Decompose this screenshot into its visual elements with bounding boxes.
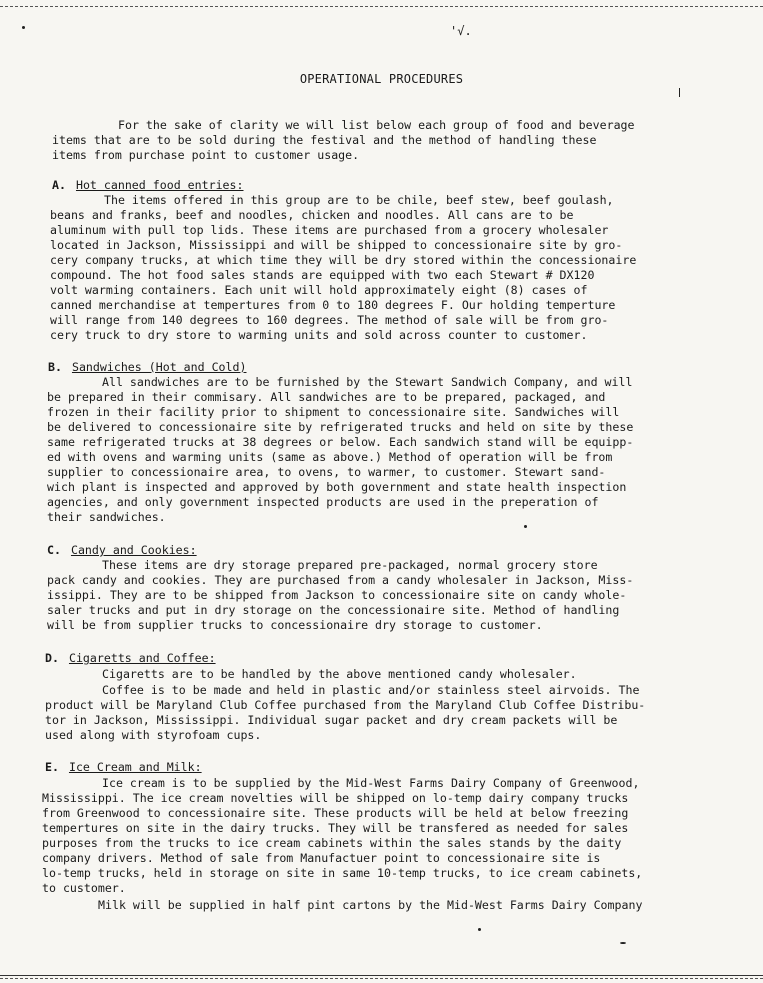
section-line: purposes from the trucks to ice cream cabinets within the sales stands by the daity bbox=[42, 836, 622, 850]
page-title: OPERATIONAL PROCEDURES bbox=[299, 72, 464, 86]
section-label: Cigaretts and Coffee: bbox=[68, 651, 216, 665]
section-line: located in Jackson, Mississippi and will be shipped to concessionaire site by gro- bbox=[50, 238, 623, 252]
section-line: supplier to concessionaire area, to ovens, to warmer, to customer. Stewart sand- bbox=[47, 465, 606, 479]
section-line: saler trucks and put in dry storage on the concessionaire site. Method of handling bbox=[47, 603, 620, 617]
section-heading-d bbox=[45, 651, 216, 665]
section-line: These items are dry storage prepared pre-packaged, normal grocery store bbox=[102, 558, 598, 572]
section-line: their sandwiches. bbox=[47, 510, 166, 524]
section-line: used along with styrofoam cups. bbox=[45, 728, 262, 742]
section-line: cery company trucks, at which time they will be dry stored within the concessionaire bbox=[50, 253, 637, 267]
section-heading-c bbox=[47, 543, 197, 557]
section-line: issippi. They are to be shipped from Jackson to concessionaire site on candy whole- bbox=[47, 588, 627, 602]
section-line: same refrigerated trucks at 38 degrees or below. Each sandwich stand will be equipp- bbox=[47, 435, 634, 449]
scan-speck bbox=[478, 928, 481, 931]
scan-speck bbox=[679, 88, 680, 97]
section-line: agencies, and only government inspected products are used in the preperation of bbox=[47, 495, 599, 509]
scan-speck bbox=[22, 26, 25, 29]
section-heading-e bbox=[45, 760, 202, 774]
section-line: Coffee is to be made and held in plastic and/or stainless steel airvoids. The bbox=[102, 683, 640, 697]
bottom-edge-dash bbox=[0, 978, 763, 979]
section-line: will range from 140 degrees to 160 degrees. The method of sale will be from gro- bbox=[50, 313, 609, 327]
section-line: Ice cream is to be supplied by the Mid-West Farms Dairy Company of Greenwood, bbox=[102, 776, 640, 790]
section-line: to customer. bbox=[42, 881, 126, 895]
section-line: volt warming containers. Each unit will hold approximately eight (8) cases of bbox=[50, 283, 588, 297]
section-label: Hot canned food entries: bbox=[75, 178, 244, 192]
section-heading-a bbox=[52, 178, 244, 192]
section-letter: A. bbox=[52, 178, 66, 192]
section-label: Sandwiches (Hot and Cold) bbox=[71, 360, 247, 374]
section-line: tempertures on site in the dairy trucks. They will be transfered as needed for sales bbox=[42, 821, 629, 835]
bottom-edge-line bbox=[0, 975, 763, 976]
section-line: be delivered to concessionaire site by refrigerated trucks and held on site by these bbox=[47, 420, 634, 434]
section-line: wich plant is inspected and approved by both government and state health inspection bbox=[47, 480, 627, 494]
scan-speck bbox=[620, 942, 626, 944]
scan-speck bbox=[524, 525, 527, 528]
section-letter: B. bbox=[48, 360, 62, 374]
intro-line: items from purchase point to customer usage. bbox=[52, 148, 360, 162]
section-line: will be from supplier trucks to concessionaire dry storage to customer. bbox=[47, 618, 543, 632]
section-line: ed with ovens and warming units (same as above.) Method of operation will be from bbox=[47, 450, 613, 464]
section-letter: C. bbox=[47, 543, 61, 557]
section-line: cery truck to dry store to warming units and sold across counter to customer. bbox=[50, 328, 588, 342]
section-line: frozen in their facility prior to shipment to concessionaire site. Sandwiches will bbox=[47, 405, 620, 419]
section-letter: E. bbox=[45, 760, 59, 774]
section-line: Cigaretts are to be handled by the above mentioned candy wholesaler. bbox=[102, 667, 577, 681]
section-letter: D. bbox=[45, 651, 59, 665]
section-heading-b bbox=[48, 360, 246, 374]
top-edge-line bbox=[0, 6, 763, 7]
section-line: company drivers. Method of sale from Manufactuer point to concessionaire site is bbox=[42, 851, 601, 865]
section-line: aluminum with pull top lids. These items are purchased from a grocery wholesaler bbox=[50, 223, 609, 237]
intro-line: For the sake of clarity we will list below each group of food and beverage bbox=[118, 118, 635, 132]
section-line: The items offered in this group are to be chile, beef stew, beef goulash, bbox=[104, 193, 614, 207]
section-line: Mississippi. The ice cream novelties will be shipped on lo-temp dairy company trucks bbox=[42, 791, 629, 805]
section-line: product will be Maryland Club Coffee purchased from the Maryland Club Coffee Distribu- bbox=[45, 698, 646, 712]
section-line: tor in Jackson, Mississippi. Individual sugar packet and dry cream packets will be bbox=[45, 713, 618, 727]
section-line: lo-temp trucks, held in storage on site in same 10-temp trucks, to ice cream cabinets, bbox=[42, 866, 643, 880]
section-line: Milk will be supplied in half pint cartons by the Mid-West Farms Dairy Company bbox=[98, 898, 643, 912]
section-line: All sandwiches are to be furnished by the Stewart Sandwich Company, and will bbox=[102, 375, 633, 389]
section-line: be prepared in their commisary. All sandwiches are to be prepared, packaged, and bbox=[47, 390, 606, 404]
section-line: compound. The hot food sales stands are equipped with two each Stewart # DX120 bbox=[50, 268, 595, 282]
section-line: beans and franks, beef and noodles, chicken and noodles. All cans are to be bbox=[50, 208, 574, 222]
section-label: Ice Cream and Milk: bbox=[68, 760, 202, 774]
section-line: pack candy and cookies. They are purchased from a candy wholesaler in Jackson, Miss- bbox=[47, 573, 634, 587]
intro-line: items that are to be sold during the festival and the method of handling these bbox=[52, 133, 597, 147]
section-label: Candy and Cookies: bbox=[70, 543, 197, 557]
section-line: canned merchandise at tempertures from 0 to 180 degrees F. Our holding temperture bbox=[50, 298, 616, 312]
top-mark: '√. bbox=[450, 24, 472, 38]
section-line: from Greenwood to concessionaire site. These products will be held at below freezing bbox=[42, 806, 629, 820]
